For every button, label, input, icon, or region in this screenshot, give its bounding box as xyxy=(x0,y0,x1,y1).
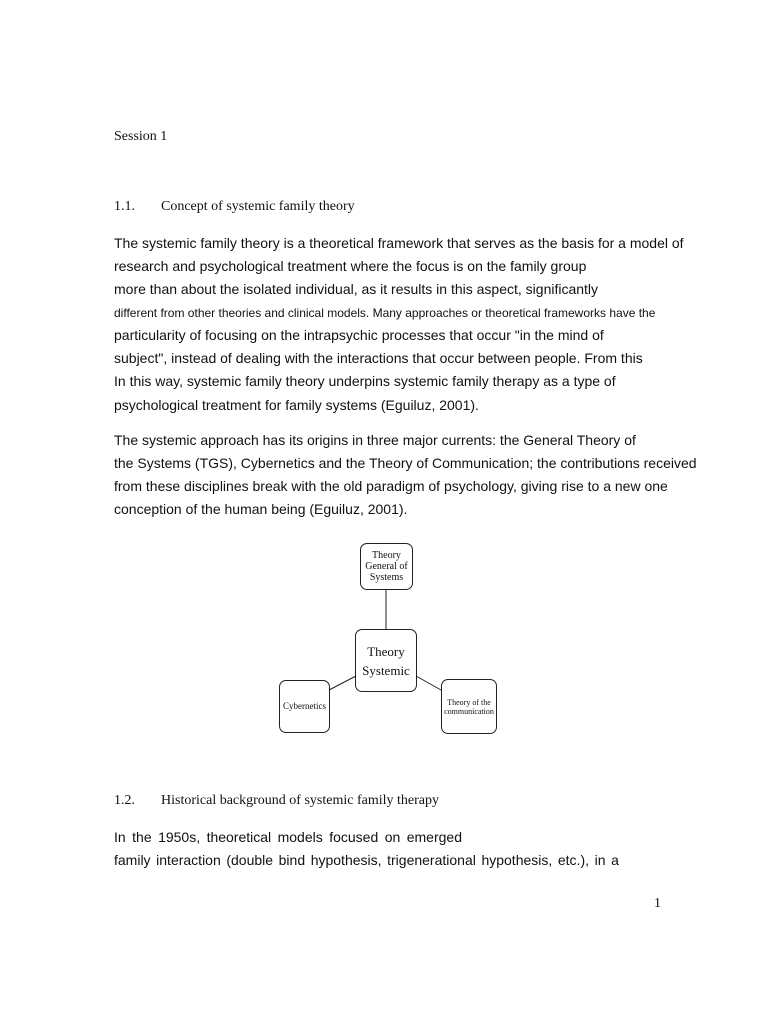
paragraph-line: psychological treatment for family systems (Eguiluz, 2001). xyxy=(114,397,479,413)
word: 1950s, xyxy=(158,829,201,845)
paragraph-line: the Systems (TGS), Cybernetics and the Theory of Communication; the contributions received xyxy=(114,455,697,471)
word: emerged xyxy=(406,829,462,845)
box-label-line: Systems xyxy=(369,572,404,583)
box-label-line: General of xyxy=(365,561,408,572)
word: on xyxy=(384,829,401,845)
session-heading: Session 1 xyxy=(114,129,168,144)
word: In xyxy=(114,829,126,845)
section-2-number: 1.2. xyxy=(114,793,135,808)
section-2-heading xyxy=(114,793,534,811)
word: etc.), xyxy=(557,852,589,868)
word: (double xyxy=(226,852,274,868)
section-2-line-1 xyxy=(114,829,462,846)
paragraph-line: In this way, systemic family theory underpins systemic family therapy as a type of xyxy=(114,373,616,389)
paragraph-line: particularity of focusing on the intrapsychic processes that occur "in the mind of xyxy=(114,327,604,343)
connector-left xyxy=(329,676,356,690)
paragraph-line: subject", instead of dealing with the interactions that occur between people. From this xyxy=(114,350,643,366)
paragraph-line: research and psychological treatment where the focus is on the family group xyxy=(114,258,587,274)
word: focused xyxy=(329,829,379,845)
box-label-line: Systemic xyxy=(362,662,410,678)
box-systemic-theory xyxy=(355,629,417,692)
box-communication-theory xyxy=(441,679,497,734)
box-label-line: communication xyxy=(444,706,494,716)
paragraph-line: The systemic approach has its origins in three major currents: the General Theory of xyxy=(114,432,636,448)
word: models xyxy=(277,829,323,845)
box-cybernetics xyxy=(279,680,330,733)
box-label-line: Cybernetics xyxy=(283,701,326,711)
connector-right xyxy=(416,676,441,690)
word: hypothesis, xyxy=(481,852,553,868)
paragraph-line: from these disciplines break with the old paradigm of psychology, giving rise to a new one xyxy=(114,478,668,494)
box-label-line: Theory xyxy=(367,643,405,659)
section-1-number: 1.1. xyxy=(114,199,135,214)
word: in xyxy=(594,852,606,868)
paragraph-line: more than about the isolated individual, as it results in this aspect, significantly xyxy=(114,281,599,297)
box-label-line: Theory xyxy=(372,550,401,561)
word: interaction xyxy=(156,852,221,868)
word: family xyxy=(114,852,151,868)
section-2-title: Historical background of systemic family therapy xyxy=(161,793,439,808)
section-1-title: Concept of systemic family theory xyxy=(161,199,355,214)
word: theoretical xyxy=(206,829,272,845)
word: the xyxy=(132,829,152,845)
word: trigenerational xyxy=(387,852,476,868)
word: bind xyxy=(278,852,306,868)
box-label-line: Theory of the xyxy=(447,697,491,707)
box-general-systems-theory xyxy=(360,543,413,590)
word: hypothesis, xyxy=(310,852,382,868)
paragraph-line: The systemic family theory is a theoretical framework that serves as the basis for a model of xyxy=(114,235,684,251)
page-number: 1 xyxy=(654,896,661,911)
paragraph-line: different from other theories and clinical models. Many approaches or theoretical frameworks have the xyxy=(114,306,656,320)
word: a xyxy=(611,852,619,868)
section-2-line-2 xyxy=(114,852,619,869)
paragraph-line: conception of the human being (Eguiluz, 2001). xyxy=(114,501,408,517)
